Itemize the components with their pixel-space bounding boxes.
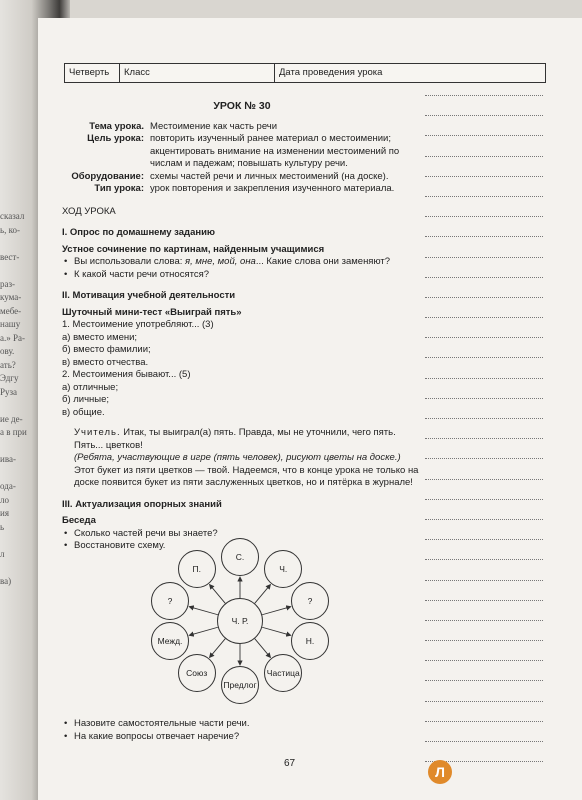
answer: в) общие. <box>62 406 105 418</box>
text: Вы использовали слова: <box>74 256 186 267</box>
diagram-arrow <box>255 585 271 604</box>
section-3-heading: III. Актуализация опорных знаний <box>62 498 222 510</box>
parts-of-speech-diagram <box>140 536 340 706</box>
page-number: 67 <box>284 758 296 769</box>
note-line <box>425 317 543 318</box>
diagram-node: Союз <box>178 654 216 692</box>
prev-page-line <box>0 264 30 278</box>
diagram-arrow <box>255 639 271 658</box>
meta-value: урок повторения и закрепления изученного материала. <box>150 183 395 194</box>
text: ... Какие слова они заменяют? <box>255 256 391 267</box>
diagram-arrow <box>210 585 226 604</box>
section-1-heading: I. Опрос по домашнему заданию <box>62 227 216 238</box>
note-line <box>425 519 543 520</box>
stage-note <box>62 452 422 465</box>
diagram-arrow <box>262 627 291 635</box>
note-line <box>425 479 543 480</box>
teacher-remark <box>62 427 422 452</box>
prev-page-line: а в при <box>0 427 27 437</box>
bullet-item: • К какой части речи относятся? <box>62 269 422 282</box>
note-line <box>425 95 543 96</box>
prev-page-line: раз- <box>0 278 16 289</box>
prev-page-line: сказал <box>0 211 25 221</box>
note-line <box>425 176 543 177</box>
prev-page-line: ло <box>0 494 9 505</box>
prev-page-line: ь <box>0 521 5 532</box>
note-line <box>425 297 543 298</box>
prev-page-line <box>0 534 30 548</box>
note-line <box>425 216 543 217</box>
teacher-remark-2: Этот букет из пяти цветков — твой. Надеемся, что в конце урока не только на доске появится букет из пяти заслуженных цветков, но и пятёрка в журнале! <box>74 464 419 488</box>
answer: а) вместо имени; <box>62 331 138 343</box>
prev-page-line <box>0 440 30 454</box>
note-line <box>425 458 543 459</box>
note-line <box>425 378 543 379</box>
meta-label: Цель урока: <box>87 133 144 144</box>
prev-page-line: нашу <box>0 319 21 329</box>
section-2-subheading: Шуточный мини-тест «Выиграй пять» <box>62 306 242 318</box>
italic-note: (Ребята, участвующие в игре (пять человек), рисуют цветы на доске.) <box>74 452 401 463</box>
diagram-node: Частица <box>264 654 302 692</box>
course-heading: ХОД УРОКА <box>62 205 116 217</box>
question-1: 1. Местоимение употребляют... (3) <box>62 319 214 330</box>
meta-label: Тема урока. <box>89 120 144 132</box>
note-line <box>425 236 543 237</box>
prev-page-line: ие де- <box>0 413 23 424</box>
diagram-node: Предлог <box>221 666 259 704</box>
bullet-item: • Сколько частей речи вы знаете? <box>62 528 422 541</box>
note-line <box>425 600 543 601</box>
meta-value: схемы частей речи и личных местоимений (на доске). <box>150 170 389 182</box>
prev-page-line: ову. <box>0 346 15 356</box>
meta-value: Местоимение как часть речи <box>150 120 278 132</box>
answer: а) отличные; <box>62 381 119 393</box>
bottom-questions <box>62 718 422 743</box>
diagram-center-node: Ч. Р. <box>217 598 263 644</box>
meta-equipment <box>62 171 422 184</box>
note-line <box>425 680 543 681</box>
diagram-node: ? <box>151 582 189 620</box>
bullet-item: • На какие вопросы отвечает наречие? <box>62 731 422 744</box>
answer: в) вместо отчества. <box>62 356 149 368</box>
prev-page-line: Руза <box>0 386 18 397</box>
answer: б) личные; <box>62 394 110 405</box>
question-2: 2. Местоимения бывают... (5) <box>62 369 191 380</box>
note-line <box>425 721 543 722</box>
note-line <box>425 539 543 540</box>
note-line <box>425 499 543 500</box>
note-line <box>425 357 543 358</box>
note-line <box>425 156 543 157</box>
prev-page-line: мебе- <box>0 305 22 316</box>
notes-lines <box>425 95 543 781</box>
meta-type <box>62 183 422 196</box>
note-line <box>425 741 543 742</box>
diagram-node: ? <box>291 582 329 620</box>
lesson-content <box>62 96 422 553</box>
speaker-label: Учитель. <box>74 427 121 438</box>
meta-label: Оборудование: <box>71 170 144 182</box>
diagram-node: Ч. <box>264 550 302 588</box>
prev-page-line: ия <box>0 508 9 518</box>
meta-label: Тип урока: <box>94 183 144 194</box>
text: Итак, ты выиграл(а) пять. Правда, мы не уточнили, чего пять. Пять... цветков! <box>74 427 396 451</box>
note-line <box>425 398 543 399</box>
note-line <box>425 135 543 136</box>
lesson-title: УРОК № 30 <box>213 100 271 112</box>
prev-page-line: а.» Ра- <box>0 332 25 343</box>
quarter-cell: Четверть <box>65 64 120 82</box>
note-line <box>425 559 543 560</box>
prev-page-line: кума- <box>0 292 22 302</box>
prev-page-line <box>0 561 30 575</box>
publisher-logo: Л <box>428 760 452 784</box>
diagram-node: Межд. <box>151 622 189 660</box>
prev-page-line <box>0 399 30 413</box>
note-line <box>425 277 543 278</box>
diagram-node: Н. <box>291 622 329 660</box>
note-line <box>425 660 543 661</box>
bullet-item <box>62 256 422 269</box>
prev-page-line <box>0 467 30 481</box>
prev-page-line: ь, ко- <box>0 224 21 235</box>
previous-page-fragment <box>0 210 30 630</box>
diagram-arrow <box>189 627 218 635</box>
section-1-subheading: Устное сочинение по картинам, найденным учащимися <box>62 243 325 255</box>
lesson-header-table <box>64 63 546 83</box>
prev-page-line: Эдгу <box>0 373 19 383</box>
prev-page-line: ива- <box>0 454 16 464</box>
note-line <box>425 580 543 581</box>
note-line <box>425 196 543 197</box>
diagram-node: С. <box>221 538 259 576</box>
prev-page-line <box>0 237 30 251</box>
prev-page-line: вест- <box>0 251 20 262</box>
note-line <box>425 640 543 641</box>
prev-page-line: ва) <box>0 575 12 586</box>
bullet-item: • Назовите самостоятельные части речи. <box>62 718 422 731</box>
note-line <box>425 620 543 621</box>
meta-goal <box>62 133 422 171</box>
class-cell: Класс <box>120 64 275 82</box>
note-line <box>425 418 543 419</box>
note-line <box>425 115 543 116</box>
diagram-arrow <box>262 607 291 615</box>
date-cell: Дата проведения урока <box>279 67 383 78</box>
meta-topic <box>62 121 422 134</box>
prev-page-line: ать? <box>0 359 16 370</box>
bullet-item: • Восстановите схему. <box>62 540 422 553</box>
section-2-heading: II. Мотивация учебной деятельности <box>62 290 236 301</box>
note-line <box>425 257 543 258</box>
meta-value: повторить изученный ранее материал о местоимении; акцентировать внимание на изменении местоимений по числам и падежам; повышать культуру речи. <box>150 133 400 169</box>
prev-page-line: л <box>0 548 5 559</box>
note-line <box>425 701 543 702</box>
note-line <box>425 337 543 338</box>
diagram-node: П. <box>178 550 216 588</box>
diagram-arrow <box>210 639 226 658</box>
section-3-subheading: Беседа <box>62 515 96 526</box>
note-line <box>425 438 543 439</box>
answer: б) вместо фамилии; <box>62 344 151 355</box>
diagram-arrow <box>189 607 218 615</box>
prev-page-line: ода- <box>0 481 16 491</box>
italic-words: я, мне, мой, она <box>185 256 256 267</box>
